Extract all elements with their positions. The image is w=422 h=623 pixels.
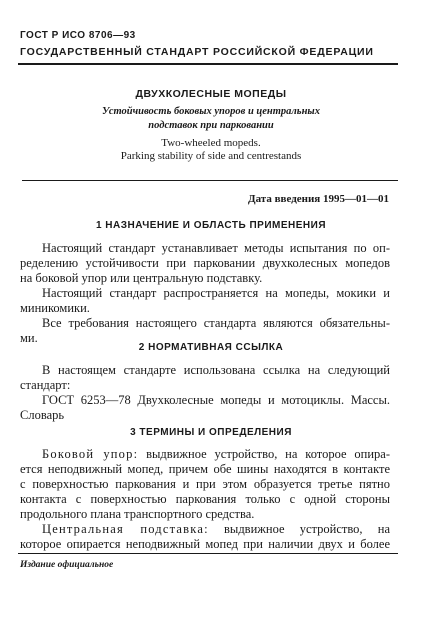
introduction-date: Дата введения 1995—01—01 <box>248 193 390 205</box>
english-title-line-2: Parking stability of side and centrestands <box>120 150 302 162</box>
text-line: Все требования настоящего стандарта являются обязательны- <box>42 316 390 330</box>
section-2-paragraph-1 <box>20 363 390 393</box>
document-subtitle-line-1: Устойчивость боковых упоров и центральных <box>102 106 320 117</box>
text-line: с поверхностью паркования и при этом образуется третье пятно <box>20 477 390 491</box>
official-edition-label: Издание официальное <box>20 560 114 570</box>
title-rule <box>22 180 398 181</box>
state-standard-title: ГОСУДАРСТВЕННЫЙ СТАНДАРТ РОССИЙСКОЙ ФЕДЕРАЦИИ <box>20 46 374 58</box>
text-line: Настоящий стандарт распространяется на мопеды, мокики и <box>42 286 390 300</box>
text-line: ется неподвижный мопед, причем обе шины находятся в контакте <box>20 462 390 476</box>
text-line: стандарт: <box>20 378 71 392</box>
document-title: ДВУХКОЛЕСНЫЕ МОПЕДЫ <box>135 88 287 100</box>
text-line: контакта с поверхностью паркования только с одной стороны <box>20 492 390 506</box>
footer-rule <box>18 553 398 554</box>
section-2-heading: 2 НОРМАТИВНАЯ ССЫЛКА <box>138 342 284 353</box>
text-line: на боковой упор или центральную подставку. <box>20 271 263 285</box>
text-line: ределению устойчивости при парковании двухколесных мопедов <box>20 256 390 270</box>
section-3-heading: 3 ТЕРМИНЫ И ОПРЕДЕЛЕНИЯ <box>130 427 292 438</box>
section-2-paragraph-2 <box>20 393 390 423</box>
gost-number: ГОСТ Р ИСО 8706—93 <box>20 30 136 41</box>
text-line <box>20 447 390 462</box>
text-line: В настоящем стандарте использована ссылка на следующий <box>42 363 390 377</box>
section-3-definition-side-stand <box>20 447 390 522</box>
text-line: продольного плана транспортного средства. <box>20 507 255 521</box>
section-1-paragraph-2 <box>20 286 390 316</box>
term-centrestand: Центральная подставка: <box>42 522 209 536</box>
text-line: миникомики. <box>20 301 90 315</box>
text-line: ми. <box>20 331 38 345</box>
term-side-stand: Боковой упор: <box>42 447 139 461</box>
definition-text: выдвижное устройство, на которое опира- <box>146 447 391 461</box>
text-line: ГОСТ 6253—78 Двухколесные мопеды и мотоциклы. Массы. <box>42 393 390 407</box>
text-line: которое опирается неподвижный мопед при наличии двух и более <box>20 537 390 551</box>
definition-text: выдвижное устройство, на <box>224 522 391 536</box>
english-title-line-1: Two-wheeled mopeds. <box>161 137 261 149</box>
section-1-paragraph-1 <box>20 241 390 286</box>
section-1-heading: 1 НАЗНАЧЕНИЕ И ОБЛАСТЬ ПРИМЕНЕНИЯ <box>95 220 327 231</box>
text-line <box>20 522 390 537</box>
document-subtitle-line-2: подставок при парковании <box>148 120 274 131</box>
text-line: Словарь <box>20 408 65 422</box>
header-rule <box>18 63 398 65</box>
text-line: Настоящий стандарт устанавливает методы испытания по оп- <box>42 241 390 255</box>
section-3-definition-centrestand <box>20 522 390 552</box>
